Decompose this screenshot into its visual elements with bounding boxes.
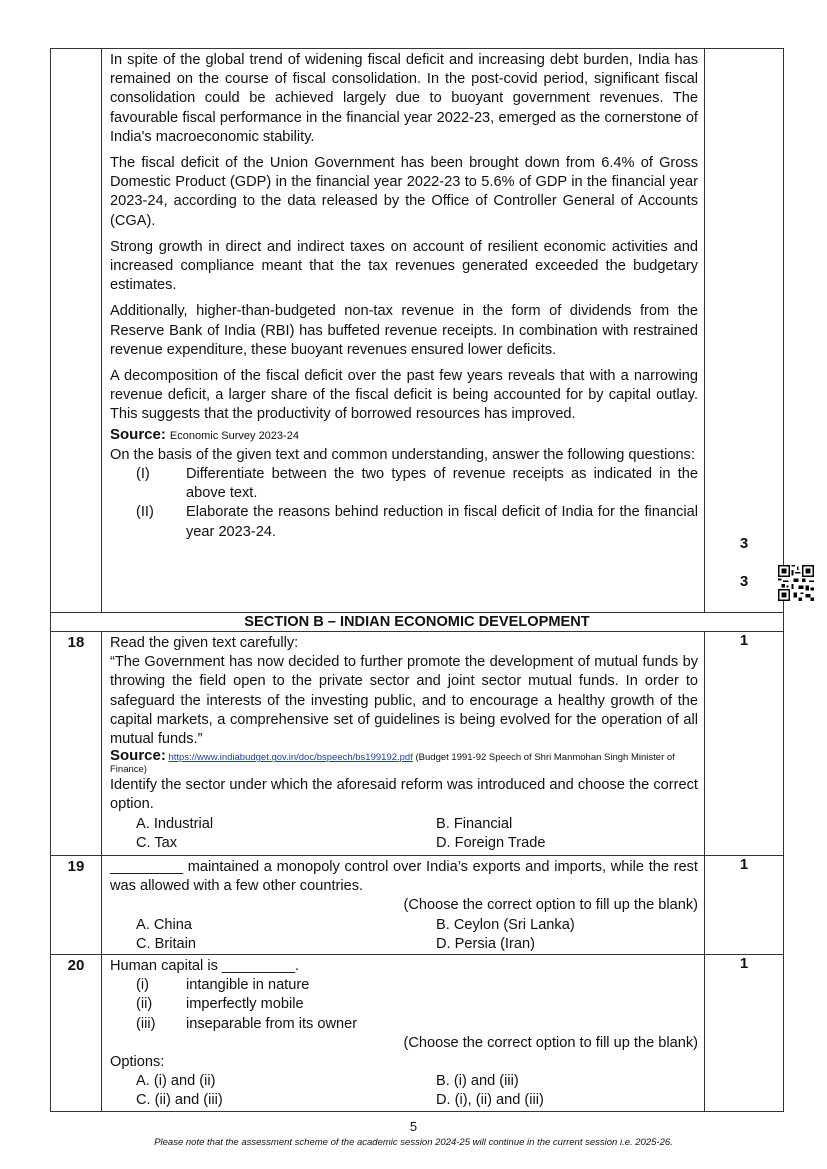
q17-paragraph: A decomposition of the fiscal deficit over the past few years reveals that with a narrowing revenue deficit, a larger share of the fiscal deficit is being accounted for by capital outlay. This suggests that the productivity of borrowed resources has improved. xyxy=(110,368,698,423)
q18-body xyxy=(102,632,705,856)
section-heading: SECTION B – INDIAN ECONOMIC DEVELOPMENT xyxy=(51,613,784,632)
option-d: D. Foreign Trade xyxy=(436,834,546,851)
source-note: (Budget 1991-92 Speech of Shri Manmohan Singh Minister of Finance) xyxy=(110,752,675,776)
q18-options xyxy=(110,815,698,853)
q17-number-cell xyxy=(51,49,102,613)
q20-marks: 1 xyxy=(705,955,784,1112)
item-text: imperfectly mobile xyxy=(186,996,304,1013)
question-table xyxy=(50,48,784,1112)
page-number: 5 xyxy=(409,1119,418,1134)
q20-item xyxy=(110,976,698,995)
q17-marks-cell xyxy=(705,49,784,613)
q18-question: Identify the sector under which the aforesaid reform was introduced and choose the correct option. xyxy=(110,777,698,813)
option-d: D. Persia (Iran) xyxy=(436,935,535,952)
q17-sub2-marks: 3 xyxy=(739,573,749,590)
source-link[interactable]: https://www.indiabudget.gov.in/doc/bspeech/bs199192.pdf xyxy=(168,752,413,764)
q17-sub-question-1 xyxy=(110,465,698,503)
sub-text: Elaborate the reasons behind reduction in fiscal deficit of India for the financial year 2023-24. xyxy=(186,504,698,540)
option-c: C. (ii) and (iii) xyxy=(136,1092,223,1109)
item-label: (ii) xyxy=(136,996,153,1013)
q18-number: 18 xyxy=(51,632,102,856)
source-label: Source: xyxy=(110,425,166,443)
q20-instruction: (Choose the correct option to fill up the blank) xyxy=(403,1034,698,1051)
option-c: C. Britain xyxy=(136,935,197,952)
q20-number: 20 xyxy=(51,955,102,1112)
q20-body xyxy=(102,955,705,1112)
sub-text: Differentiate between the two types of revenue receipts as indicated in the above text. xyxy=(186,466,698,502)
footer-note: Please note that the assessment scheme of the academic session 2024-25 will continue in the current session i.e. 2025-26. xyxy=(154,1137,673,1148)
item-label: (iii) xyxy=(136,1015,156,1032)
q17-sub1-marks: 3 xyxy=(739,535,749,552)
item-text: inseparable from its owner xyxy=(186,1015,358,1032)
q19-number: 19 xyxy=(51,856,102,955)
q18-intro: Read the given text carefully: xyxy=(110,635,299,651)
option-a: A. China xyxy=(136,916,192,933)
source-label: Source: xyxy=(110,747,166,765)
source-text: Economic Survey 2023-24 xyxy=(169,429,299,442)
q19-body xyxy=(102,856,705,955)
option-b: B. Financial xyxy=(436,815,513,832)
q19-marks: 1 xyxy=(705,856,784,955)
q17-sub-question-2 xyxy=(110,503,698,541)
sub-label: (II) xyxy=(136,504,154,521)
option-d: D. (i), (ii) and (iii) xyxy=(436,1092,544,1109)
option-a: A. Industrial xyxy=(136,815,214,832)
q17-instruction: On the basis of the given text and common understanding, answer the following questions: xyxy=(110,446,695,463)
q20-options-label: Options: xyxy=(110,1054,165,1071)
option-a: A. (i) and (ii) xyxy=(136,1073,216,1090)
option-c: C. Tax xyxy=(136,834,178,851)
q17-paragraph: Strong growth in direct and indirect taxes on account of resilient economic activities and increased compliance meant that the tax revenues generated exceeded the budgetary estimates. xyxy=(110,238,698,294)
item-text: intangible in nature xyxy=(186,977,310,994)
q17-paragraph: Additionally, higher-than-budgeted non-tax revenue in the form of dividends from the Reserve Bank of India (RBI) has buffeted revenue receipts. In combination with restrained revenue expenditure, these buoyant revenues ensured lower deficits. xyxy=(110,303,698,358)
q18-quote: “The Government has now decided to further promote the development of mutual funds by throwing the field open to the private sector and joint sector mutual funds. In order to safeguard the interests of the investing public, and to encourage a healthy growth of the capital markets, a comprehensive set of guidelines is being evolved for the operation of all mutual funds.” xyxy=(110,654,698,748)
qr-code-icon xyxy=(778,565,814,601)
q20-item xyxy=(110,1015,698,1034)
q19-instruction: (Choose the correct option to fill up the blank) xyxy=(403,897,698,914)
q17-paragraph: In spite of the global trend of widening fiscal deficit and increasing debt burden, India has remained on the course of fiscal consolidation. In the post-covid period, significant fiscal consolidation could be achieved largely due to buoyant government revenues. The favourable fiscal performance in the financial year 2022-23, emerged as the cornerstone of India's macroeconomic stability. xyxy=(110,52,698,145)
q20-options xyxy=(110,1072,698,1110)
option-b: B. (i) and (iii) xyxy=(436,1073,519,1090)
q19-options xyxy=(110,916,698,954)
q20-item xyxy=(110,995,698,1014)
q19-text: _________ maintained a monopoly control over India’s exports and imports, while the rest was allowed with a few other countries. xyxy=(110,859,698,895)
q17-body xyxy=(102,49,705,613)
item-label: (i) xyxy=(136,977,149,994)
q18-marks: 1 xyxy=(705,632,784,856)
sub-label: (I) xyxy=(136,466,150,483)
q17-source xyxy=(110,425,698,446)
q20-text: Human capital is _________. xyxy=(110,958,300,975)
option-b: B. Ceylon (Sri Lanka) xyxy=(436,916,575,933)
q17-paragraph: The fiscal deficit of the Union Government has been brought down from 6.4% of Gross Domestic Product (GDP) in the financial year 2022-23 to 5.6% of GDP in the financial year 2023-24, according to the data released by the Office of Controller General of Accounts (CGA). xyxy=(110,155,698,229)
q18-source xyxy=(110,747,698,776)
